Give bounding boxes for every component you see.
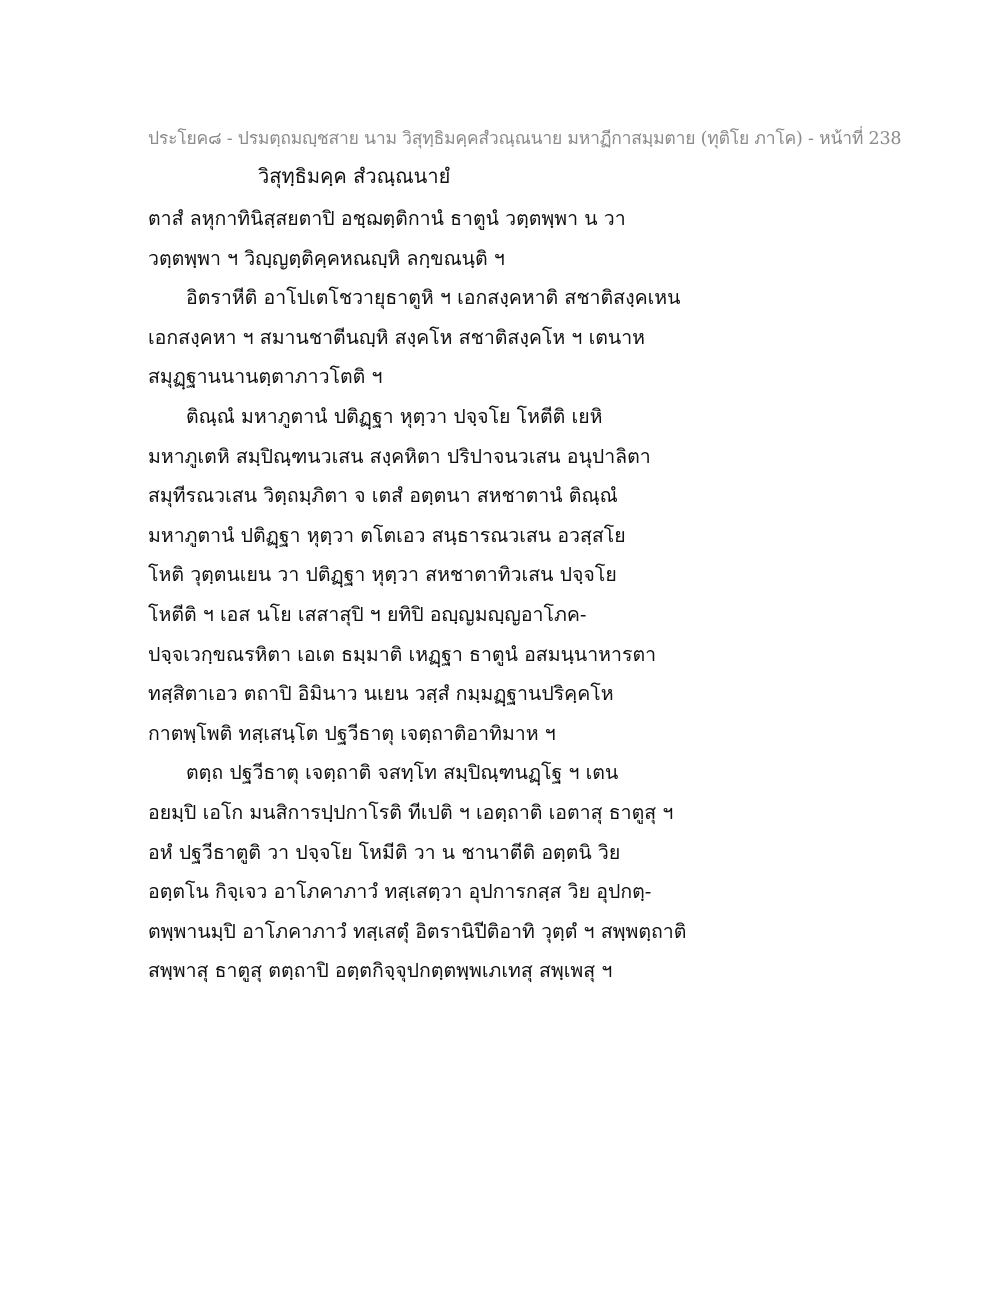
text-line: มหาภูเตหิ สมฺปิณฺฑนวเสน สงฺคหิตา ปริปาจนวเสน อนุปาลิตา (148, 444, 651, 468)
text-line: อยมฺปิ เอโก มนสิการปฺปกาโรติ ทีเปติ ฯ เอตฺถาติ เอตาสุ ธาตูสุ ฯ (148, 800, 674, 824)
text-line: ตาสํ ลหุกาทินิสฺสยตาปิ อชฺฌตฺติกานํ ธาตูนํ วตฺตพฺพา น วา (148, 207, 626, 230)
text-line: เอกสงฺคหา ฯ สมานชาตีนญฺหิ สงฺคโห สชาติสงฺคโห ฯ เตนาห (148, 325, 646, 349)
section-title: วิสุทฺธิมคฺค สํวณฺณนายํ (258, 164, 451, 188)
text-line: กาตพฺโพติ ทสฺเสนฺโต ปฐวีธาตุ เจตฺถาติอาทิมาห ฯ (148, 721, 556, 745)
text-line: ทสฺสิตาเอว ตถาปิ อิมินาว นเยน วสฺสํ กมฺมฏฺฐานปริคฺคโห (148, 682, 614, 706)
text-line: ปจฺจเวกฺขณรหิตา เอเต ธมฺมาติ เหฏฺฐา ธาตูนํ อสมนฺนาหารตา (148, 642, 657, 666)
text-line: ตพฺพานมฺปิ อาโภคาภาวํ ทสฺเสตุํ อิตรานิปีติอาทิ วุตฺตํ ฯ สพฺพตฺถาติ (148, 919, 687, 943)
text-line: สมุทีรณวเสน วิตฺถมฺภิตา จ เตสํ อตฺตนา สหชาตานํ ติณฺณํ (148, 484, 618, 508)
text-line: มหาภูตานํ ปติฏฺฐา หุตฺวา ตโตเอว สนฺธารณวเสน อวสฺสโย (148, 523, 626, 547)
text-line: อตฺตโน กิจฺเจว อาโภคาภาวํ ทสฺเสตฺวา อุปการกสฺส วิย อุปกตฺ- (148, 880, 652, 904)
paragraph-first-line: ติณฺณํ มหาภูตานํ ปติฏฺฐา หุตฺวา ปจฺจโย โหตีติ เยหิ (186, 404, 603, 428)
body-text (148, 199, 708, 991)
text-line: วตฺตพฺพา ฯ วิญฺญตฺติคฺคหณญฺหิ ลกฺขณนฺติ ฯ (148, 246, 505, 270)
text-line: สมุฏฺฐานนานตฺตาภาวโตติ ฯ (148, 365, 383, 389)
paragraph-first-line: ตตฺถ ปฐวีธาตุ เจตฺถาติ จสทฺโท สมฺปิณฺฑนฏฺโฐ ฯ เตน (186, 761, 619, 785)
text-line: โหติ วุตฺตนเยน วา ปติฏฺฐา หุตฺวา สหชาตาทิวเสน ปจฺจโย (148, 563, 617, 587)
text-line: โหตีติ ฯ เอส นโย เสสาสุปิ ฯ ยทิปิ อญฺญมญฺญอาโภค- (148, 602, 587, 626)
text-line: อหํ ปฐวีธาตูติ วา ปจฺจโย โหมีติ วา น ชานาตีติ อตฺตนิ วิย (148, 840, 621, 864)
text-line: สพฺพาสุ ธาตูสุ ตตฺถาปิ อตฺตกิจฺจุปกตฺตพฺพเภเทสุ สพฺเพสุ ฯ (148, 959, 613, 983)
paragraph-first-line: อิตราหีติ อาโปเตโชวายุธาตูหิ ฯ เอกสงฺคหาติ สชาติสงฺคเหน (186, 286, 681, 310)
running-header: ประโยค๘ - ปรมตฺถมญฺชสาย นาม วิสุทฺธิมคฺคสํวณฺณนาย มหาฏีกาสมฺมตาย (ทุติโย ภาโค) - หน้าที่ 238 (148, 129, 902, 149)
